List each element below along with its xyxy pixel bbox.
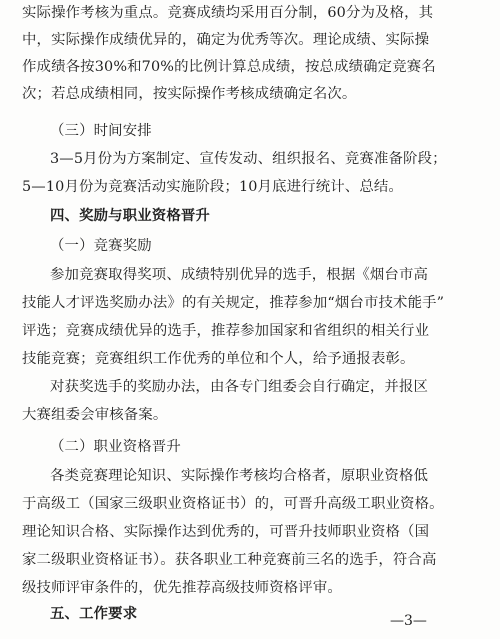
paragraph-line: 级技师评审条件的，优先推荐高级技师资格评审。 bbox=[22, 580, 342, 596]
paragraph-line: 3—5月份为方案制定、宣传发动、组织报名、竞赛准备阶段； bbox=[50, 151, 447, 167]
paragraph-line: 次；若总成绩相同，按实际操作考核成绩确定名次。 bbox=[22, 86, 357, 102]
paragraph-line: 技能竞赛；竞赛组织工作优秀的单位和个人，给予通报表彰。 bbox=[22, 351, 415, 367]
paragraph-line: 理论知识合格、实际操作达到优秀的，可晋升技师职业资格（国 bbox=[22, 524, 430, 540]
paragraph-line: 5—10月份为竞赛活动实施阶段；10月底进行统计、总结。 bbox=[22, 179, 403, 195]
paragraph-line: 各类竞赛理论知识、实际操作考核均合格者，原职业资格低 bbox=[50, 468, 429, 484]
paragraph-line: 参加竞赛取得奖项、成绩特别优异的选手，根据《烟台市高 bbox=[50, 267, 429, 283]
section-heading-rewards: 四、奖励与职业资格晋升 bbox=[50, 207, 210, 224]
page-number: —3— bbox=[390, 613, 427, 629]
section-heading-qualification: （二）职业资格晋升 bbox=[50, 439, 181, 455]
section-heading-competition-awards: （一）竞赛奖励 bbox=[50, 238, 152, 254]
section-heading-work-requirements: 五、工作要求 bbox=[50, 605, 138, 622]
paragraph-line: 家二级职业资格证书）。获各职业工种竞赛前三名的选手，符合高 bbox=[22, 552, 437, 568]
paragraph-line: 实际操作考核为重点。竞赛成绩均采用百分制，60分为及格，其 bbox=[22, 5, 434, 21]
paragraph-line: 评选；竞赛成绩优异的选手，推荐参加国家和省组织的相关行业 bbox=[22, 323, 430, 339]
paragraph-line: 作成绩各按30%和70%的比例计算总成绩，按总成绩确定竞赛名 bbox=[22, 59, 436, 75]
section-heading-schedule: （三）时间安排 bbox=[50, 123, 152, 139]
paragraph-line: 于高级工（国家三级职业资格证书）的，可晋升高级工职业资格。 bbox=[22, 496, 444, 512]
paragraph-line: 对获奖选手的奖励办法，由各专门组委会自行确定，并报区 bbox=[50, 379, 429, 395]
paragraph-line: 大赛组委会审核备案。 bbox=[22, 407, 168, 423]
paragraph-line: 中，实际操作成绩优异的，确定为优秀等次。理论成绩、实际操 bbox=[22, 32, 430, 48]
paragraph-line: 技能人才评选奖励办法》的有关规定，推荐参加“烟台市技术能手” bbox=[22, 295, 445, 311]
